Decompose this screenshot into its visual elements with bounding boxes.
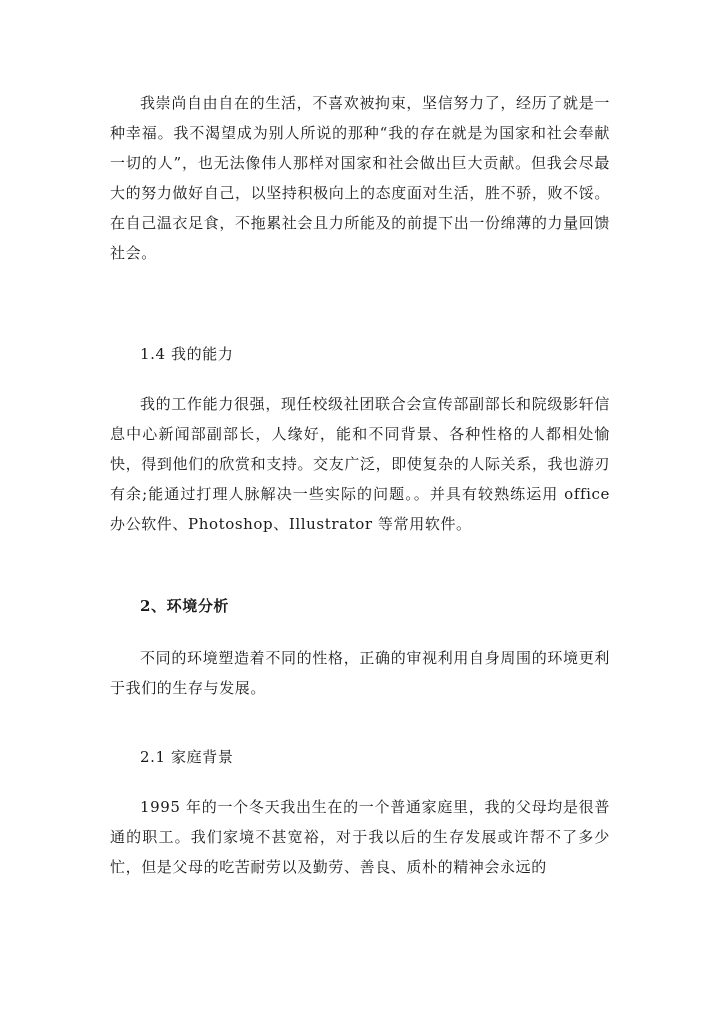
paragraph-family: 1995 年的一个冬天我出生在的一个普通家庭里，我的父母均是很普通的职工。我们家境不甚宽裕，对于我以后的生存发展或许帮不了多少忙，但是父母的吃苦耐劳以及勤劳、善良、质朴的精神会永远的 <box>110 798 610 876</box>
section-heading-environment: 2、环境分析 <box>140 597 230 615</box>
paragraph-values: 我崇尚自由自在的生活，不喜欢被拘束，坚信努力了，经历了就是一种幸福。我不渴望成为别人所说的那种“我的存在就是为国家和社会奉献一切的人”，也无法像伟人那样对国家和社会做出巨大贡献。但我会尽最大的努力做好自己，以坚持积极向上的态度面对生活，胜不骄，败不馁。在自己温衣足食，不拖累社会且力所能及的前提下出一份绵薄的力量回馈社会。 <box>110 94 610 262</box>
paragraph-ability: 我的工作能力很强，现任校级社团联合会宣传部副部长和院级影轩信息中心新闻部副部长，人缘好，能和不同背景、各种性格的人都相处愉快，得到他们的欣赏和支持。交友广泛，即使复杂的人际关系，我也游刃有余;能通过打理人脉解决一些实际的问题。。并具有较熟练运用 office 办公软件、Photoshop、Illustrator 等常用软件。 <box>110 395 610 533</box>
paragraph-environment: 不同的环境塑造着不同的性格，正确的审视利用自身周围的环境更利于我们的生存与发展。 <box>110 649 610 697</box>
section-heading-ability: 1.4 我的能力 <box>140 345 234 363</box>
section-heading-family: 2.1 家庭背景 <box>140 748 234 766</box>
